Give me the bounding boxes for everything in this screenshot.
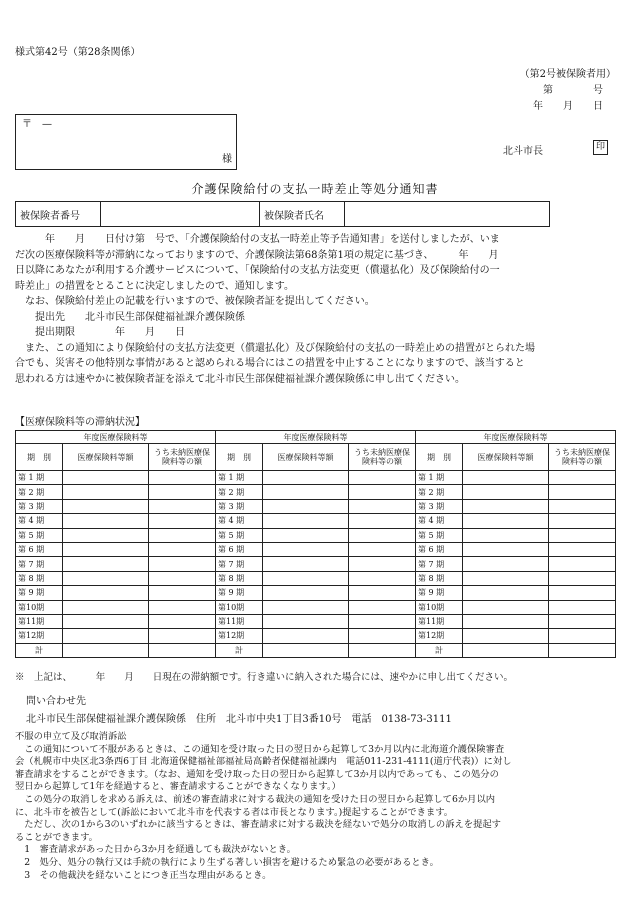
period-label: 第 1 期	[216, 471, 263, 485]
seal-text: 印	[595, 142, 605, 152]
amount-cell[interactable]	[463, 514, 549, 528]
period-row	[16, 571, 616, 585]
amount-cell[interactable]	[63, 528, 149, 542]
unpaid-cell[interactable]	[549, 629, 616, 643]
unpaid-cell[interactable]	[149, 600, 216, 614]
period-label: 第 6 期	[416, 542, 463, 556]
unpaid-cell[interactable]	[149, 471, 216, 485]
amount-cell[interactable]	[463, 571, 549, 585]
period-label: 第10期	[216, 600, 263, 614]
period-label: 第 7 期	[416, 557, 463, 571]
total-unpaid-cell[interactable]	[349, 643, 416, 657]
amount-cell[interactable]	[263, 542, 349, 556]
unpaid-cell[interactable]	[349, 499, 416, 513]
period-label: 第11期	[216, 614, 263, 628]
amount-cell[interactable]	[263, 629, 349, 643]
amount-cell[interactable]	[463, 586, 549, 600]
insured-type-label: （第2号被保険者用）	[519, 69, 616, 80]
unpaid-header: うち未納医療保険料等の額	[149, 444, 216, 471]
period-label: 第 1 期	[16, 471, 63, 485]
unpaid-cell[interactable]	[149, 499, 216, 513]
period-label: 第 8 期	[416, 571, 463, 585]
appeal-line: 審査請求をすることができます。（なお、通知を受け取った日の翌日から起算して3か月以内であっても、この処分の	[15, 768, 499, 780]
unpaid-cell[interactable]	[349, 471, 416, 485]
unpaid-cell[interactable]	[149, 514, 216, 528]
unpaid-cell[interactable]	[149, 528, 216, 542]
amount-cell[interactable]	[263, 586, 349, 600]
period-row	[16, 557, 616, 571]
page-title: 介護保険給付の支払一時差止等処分通知書	[191, 182, 439, 196]
total-label: 計	[216, 643, 263, 657]
total-amount-cell[interactable]	[63, 643, 149, 657]
period-row	[16, 629, 616, 643]
period-label: 第 2 期	[416, 485, 463, 499]
period-label: 第 2 期	[16, 485, 63, 499]
unpaid-cell[interactable]	[549, 614, 616, 628]
unpaid-cell[interactable]	[549, 557, 616, 571]
amount-cell[interactable]	[463, 528, 549, 542]
arrears-title: 【医療保険料等の滞納状況】	[15, 417, 145, 428]
period-label: 第 9 期	[416, 586, 463, 600]
period-label: 第 7 期	[216, 557, 263, 571]
body-line: 提出期限 年 月 日	[15, 327, 185, 338]
year-header-row	[16, 431, 616, 444]
period-label: 第 3 期	[416, 499, 463, 513]
unpaid-cell[interactable]	[349, 600, 416, 614]
amount-cell[interactable]	[263, 600, 349, 614]
unpaid-cell[interactable]	[549, 499, 616, 513]
amount-cell[interactable]	[463, 485, 549, 499]
total-label: 計	[16, 643, 63, 657]
year-header-cell: 年度医療保険料等	[216, 431, 416, 444]
unpaid-cell[interactable]	[549, 542, 616, 556]
body-line: 合でも、災害その他特別な事情があると認められる場合にはこの措置を中止することになりますので、該当すると	[15, 358, 525, 369]
appeal-line: 2 処分、処分の執行又は手続の執行により生ずる著しい損害を避けるため緊急の必要があるとき。	[15, 856, 439, 868]
period-header: 期 別	[416, 444, 463, 471]
unpaid-cell[interactable]	[149, 629, 216, 643]
amount-cell[interactable]	[263, 614, 349, 628]
appeal-line: 1 審査請求があった日から3か月を経過しても裁決がないとき。	[15, 844, 296, 856]
unpaid-cell[interactable]	[349, 485, 416, 499]
unpaid-cell[interactable]	[349, 614, 416, 628]
period-label: 第 8 期	[216, 571, 263, 585]
unpaid-cell[interactable]	[149, 614, 216, 628]
amount-cell[interactable]	[263, 571, 349, 585]
unpaid-cell[interactable]	[349, 528, 416, 542]
period-label: 第12期	[16, 629, 63, 643]
total-label: 計	[416, 643, 463, 657]
amount-cell[interactable]	[63, 614, 149, 628]
appeal-line: ただし、次の1から3のいずれかに該当するときは、審査請求に対する裁決を経ないで処分の取消しの訴えを提起す	[15, 819, 501, 831]
amount-header: 医療保険料等額	[63, 444, 149, 471]
form-number: 様式第42号（第28条関係）	[15, 47, 141, 58]
address-box	[15, 114, 237, 170]
period-label: 第12期	[416, 629, 463, 643]
appeal-line: ることができます。	[15, 831, 98, 843]
sender-name: 北斗市長	[503, 146, 543, 157]
period-label: 第 9 期	[216, 586, 263, 600]
addressee-suffix: 様	[222, 154, 232, 165]
appeal-line: この処分の取消しを求める訴えは、前述の審査請求に対する裁決の通知を受けた日の翌日から起算して6か月以内	[15, 793, 496, 805]
contact-info: 北斗市民生部保健福祉課介護保険係 住所 北斗市中央1丁目3番10号 電話 0138-73-3111	[26, 714, 452, 725]
unpaid-cell[interactable]	[549, 471, 616, 485]
period-header: 期 別	[216, 444, 263, 471]
period-label: 第 7 期	[16, 557, 63, 571]
period-label: 第 4 期	[416, 514, 463, 528]
insured-number-label: 被保険者番号	[16, 202, 101, 227]
period-label: 第 8 期	[16, 571, 63, 585]
insured-number-field[interactable]	[101, 202, 260, 227]
period-row	[16, 528, 616, 542]
amount-cell[interactable]	[63, 600, 149, 614]
appeal-line: 3 その他裁決を経ないことにつき正当な理由があるとき。	[15, 869, 272, 881]
period-row	[16, 485, 616, 499]
year-header-cell: 年度医療保険料等	[16, 431, 216, 444]
unpaid-cell[interactable]	[349, 557, 416, 571]
unpaid-cell[interactable]	[349, 542, 416, 556]
amount-cell[interactable]	[463, 629, 549, 643]
year-header-cell: 年度医療保険料等	[416, 431, 616, 444]
period-label: 第 6 期	[16, 542, 63, 556]
amount-cell[interactable]	[63, 542, 149, 556]
amount-cell[interactable]	[263, 499, 349, 513]
arrears-table	[15, 430, 616, 658]
total-unpaid-cell[interactable]	[549, 643, 616, 657]
unpaid-cell[interactable]	[349, 586, 416, 600]
total-amount-cell[interactable]	[463, 643, 549, 657]
column-header-row	[16, 444, 616, 471]
period-label: 第10期	[16, 600, 63, 614]
total-row	[16, 643, 616, 657]
appeal-line: に、北斗市を被告として(訴訟において北斗市を代表する者は市長となります。)提起することができます。	[15, 806, 454, 818]
body-line: 日以降にあなたが利用する介護サービスについて、「保険給付の支払方法変更（償還払化）及び保険給付の一	[15, 265, 500, 276]
period-label: 第 4 期	[216, 514, 263, 528]
total-amount-cell[interactable]	[263, 643, 349, 657]
amount-cell[interactable]	[463, 614, 549, 628]
period-label: 第12期	[216, 629, 263, 643]
amount-header: 医療保険料等額	[463, 444, 549, 471]
period-label: 第 3 期	[16, 499, 63, 513]
unpaid-cell[interactable]	[549, 528, 616, 542]
insured-name-label: 被保険者氏名	[260, 202, 345, 227]
body-line: なお、保険給付差止の記載を行いますので、被保険者証を提出してください。	[15, 296, 375, 307]
period-label: 第 6 期	[216, 542, 263, 556]
body-line: 時差止」の措置をとることに決定しましたので、通知します。	[15, 280, 294, 292]
unpaid-header: うち未納医療保険料等の額	[349, 444, 416, 471]
appeal-line: この通知について不服があるときは、この通知を受け取った日の翌日から起算して3か月以内に北海道介護保険審査	[15, 743, 505, 755]
body-line: また、この通知により保険給付の支払方法変更（償還払化）及び保険給付の支払の一時差止めの措置がとられた場	[15, 342, 535, 354]
arrears-note: ※ 上記は、 年 月 日現在の滞納額です。行き違いに納入された場合には、速やかに申し出てください。	[15, 672, 513, 683]
period-row	[16, 600, 616, 614]
unpaid-cell[interactable]	[149, 542, 216, 556]
amount-cell[interactable]	[263, 471, 349, 485]
period-row	[16, 614, 616, 628]
period-label: 第10期	[416, 600, 463, 614]
period-row	[16, 542, 616, 556]
unpaid-cell[interactable]	[149, 571, 216, 585]
appeal-section	[15, 731, 620, 882]
unpaid-cell[interactable]	[349, 629, 416, 643]
unpaid-cell[interactable]	[349, 571, 416, 585]
amount-cell[interactable]	[463, 600, 549, 614]
seal-box	[593, 140, 608, 155]
unpaid-cell[interactable]	[149, 586, 216, 600]
period-label: 第 2 期	[216, 485, 263, 499]
amount-cell[interactable]	[463, 471, 549, 485]
period-header: 期 別	[16, 444, 63, 471]
amount-cell[interactable]	[63, 571, 149, 585]
contact-label: 問い合わせ先	[26, 696, 86, 707]
unpaid-cell[interactable]	[349, 514, 416, 528]
unpaid-header: うち未納医療保険料等の額	[549, 444, 616, 471]
insured-info-table	[15, 201, 550, 227]
period-label: 第 9 期	[16, 586, 63, 600]
period-label: 第 5 期	[416, 528, 463, 542]
unpaid-cell[interactable]	[549, 586, 616, 600]
notice-body	[15, 232, 620, 387]
amount-cell[interactable]	[63, 499, 149, 513]
period-label: 第11期	[16, 614, 63, 628]
body-line: 提出先 北斗市民生部保健福祉課介護保険係	[15, 311, 245, 323]
unpaid-cell[interactable]	[549, 485, 616, 499]
period-label: 第11期	[416, 614, 463, 628]
period-label: 第 1 期	[416, 471, 463, 485]
amount-cell[interactable]	[463, 542, 549, 556]
body-line: 年 月 日付け第 号で、「介護保険給付の支払一時差止等予告通知書」を送付しましたが、いま	[15, 234, 500, 245]
appeal-heading: 不服の申立て及び取消訴訟	[15, 731, 127, 742]
postal-mark: 〒 —	[22, 119, 52, 130]
period-label: 第 5 期	[216, 528, 263, 542]
amount-cell[interactable]	[463, 557, 549, 571]
unpaid-cell[interactable]	[149, 485, 216, 499]
period-label: 第 3 期	[216, 499, 263, 513]
issue-date: 年 月 日	[533, 101, 603, 112]
body-line: だ次の医療保険料等が滞納になっておりますので、介護保険法第68条第1項の規定に基づき、 年 月	[15, 249, 499, 261]
amount-cell[interactable]	[63, 586, 149, 600]
appeal-line: 会（札幌市中央区北3条西6丁目 北海道保健福祉部福祉局高齢者保健福祉課内 電話011-231-4111(道庁代表)）に対し	[15, 756, 512, 768]
period-row	[16, 514, 616, 528]
period-label: 第 5 期	[16, 528, 63, 542]
period-row	[16, 499, 616, 513]
amount-cell[interactable]	[63, 629, 149, 643]
body-line: 思われる方は速やかに被保険者証を添えて北斗市民生部保健福祉課介護保険係に申し出てください。	[15, 373, 465, 385]
insured-name-field[interactable]	[345, 202, 550, 227]
unpaid-cell[interactable]	[149, 557, 216, 571]
amount-cell[interactable]	[263, 485, 349, 499]
document-number: 第 号	[543, 85, 603, 96]
amount-cell[interactable]	[63, 514, 149, 528]
amount-cell[interactable]	[263, 514, 349, 528]
amount-cell[interactable]	[463, 499, 549, 513]
appeal-line: 翌日から起算して1年を経過すると、審査請求することができなくなります。）	[15, 781, 341, 793]
amount-cell[interactable]	[63, 485, 149, 499]
unpaid-cell[interactable]	[549, 600, 616, 614]
total-unpaid-cell[interactable]	[149, 643, 216, 657]
period-row	[16, 586, 616, 600]
period-label: 第 4 期	[16, 514, 63, 528]
amount-cell[interactable]	[263, 557, 349, 571]
amount-cell[interactable]	[63, 557, 149, 571]
unpaid-cell[interactable]	[549, 571, 616, 585]
amount-header: 医療保険料等額	[263, 444, 349, 471]
unpaid-cell[interactable]	[549, 514, 616, 528]
period-row	[16, 471, 616, 485]
amount-cell[interactable]	[63, 471, 149, 485]
amount-cell[interactable]	[263, 528, 349, 542]
